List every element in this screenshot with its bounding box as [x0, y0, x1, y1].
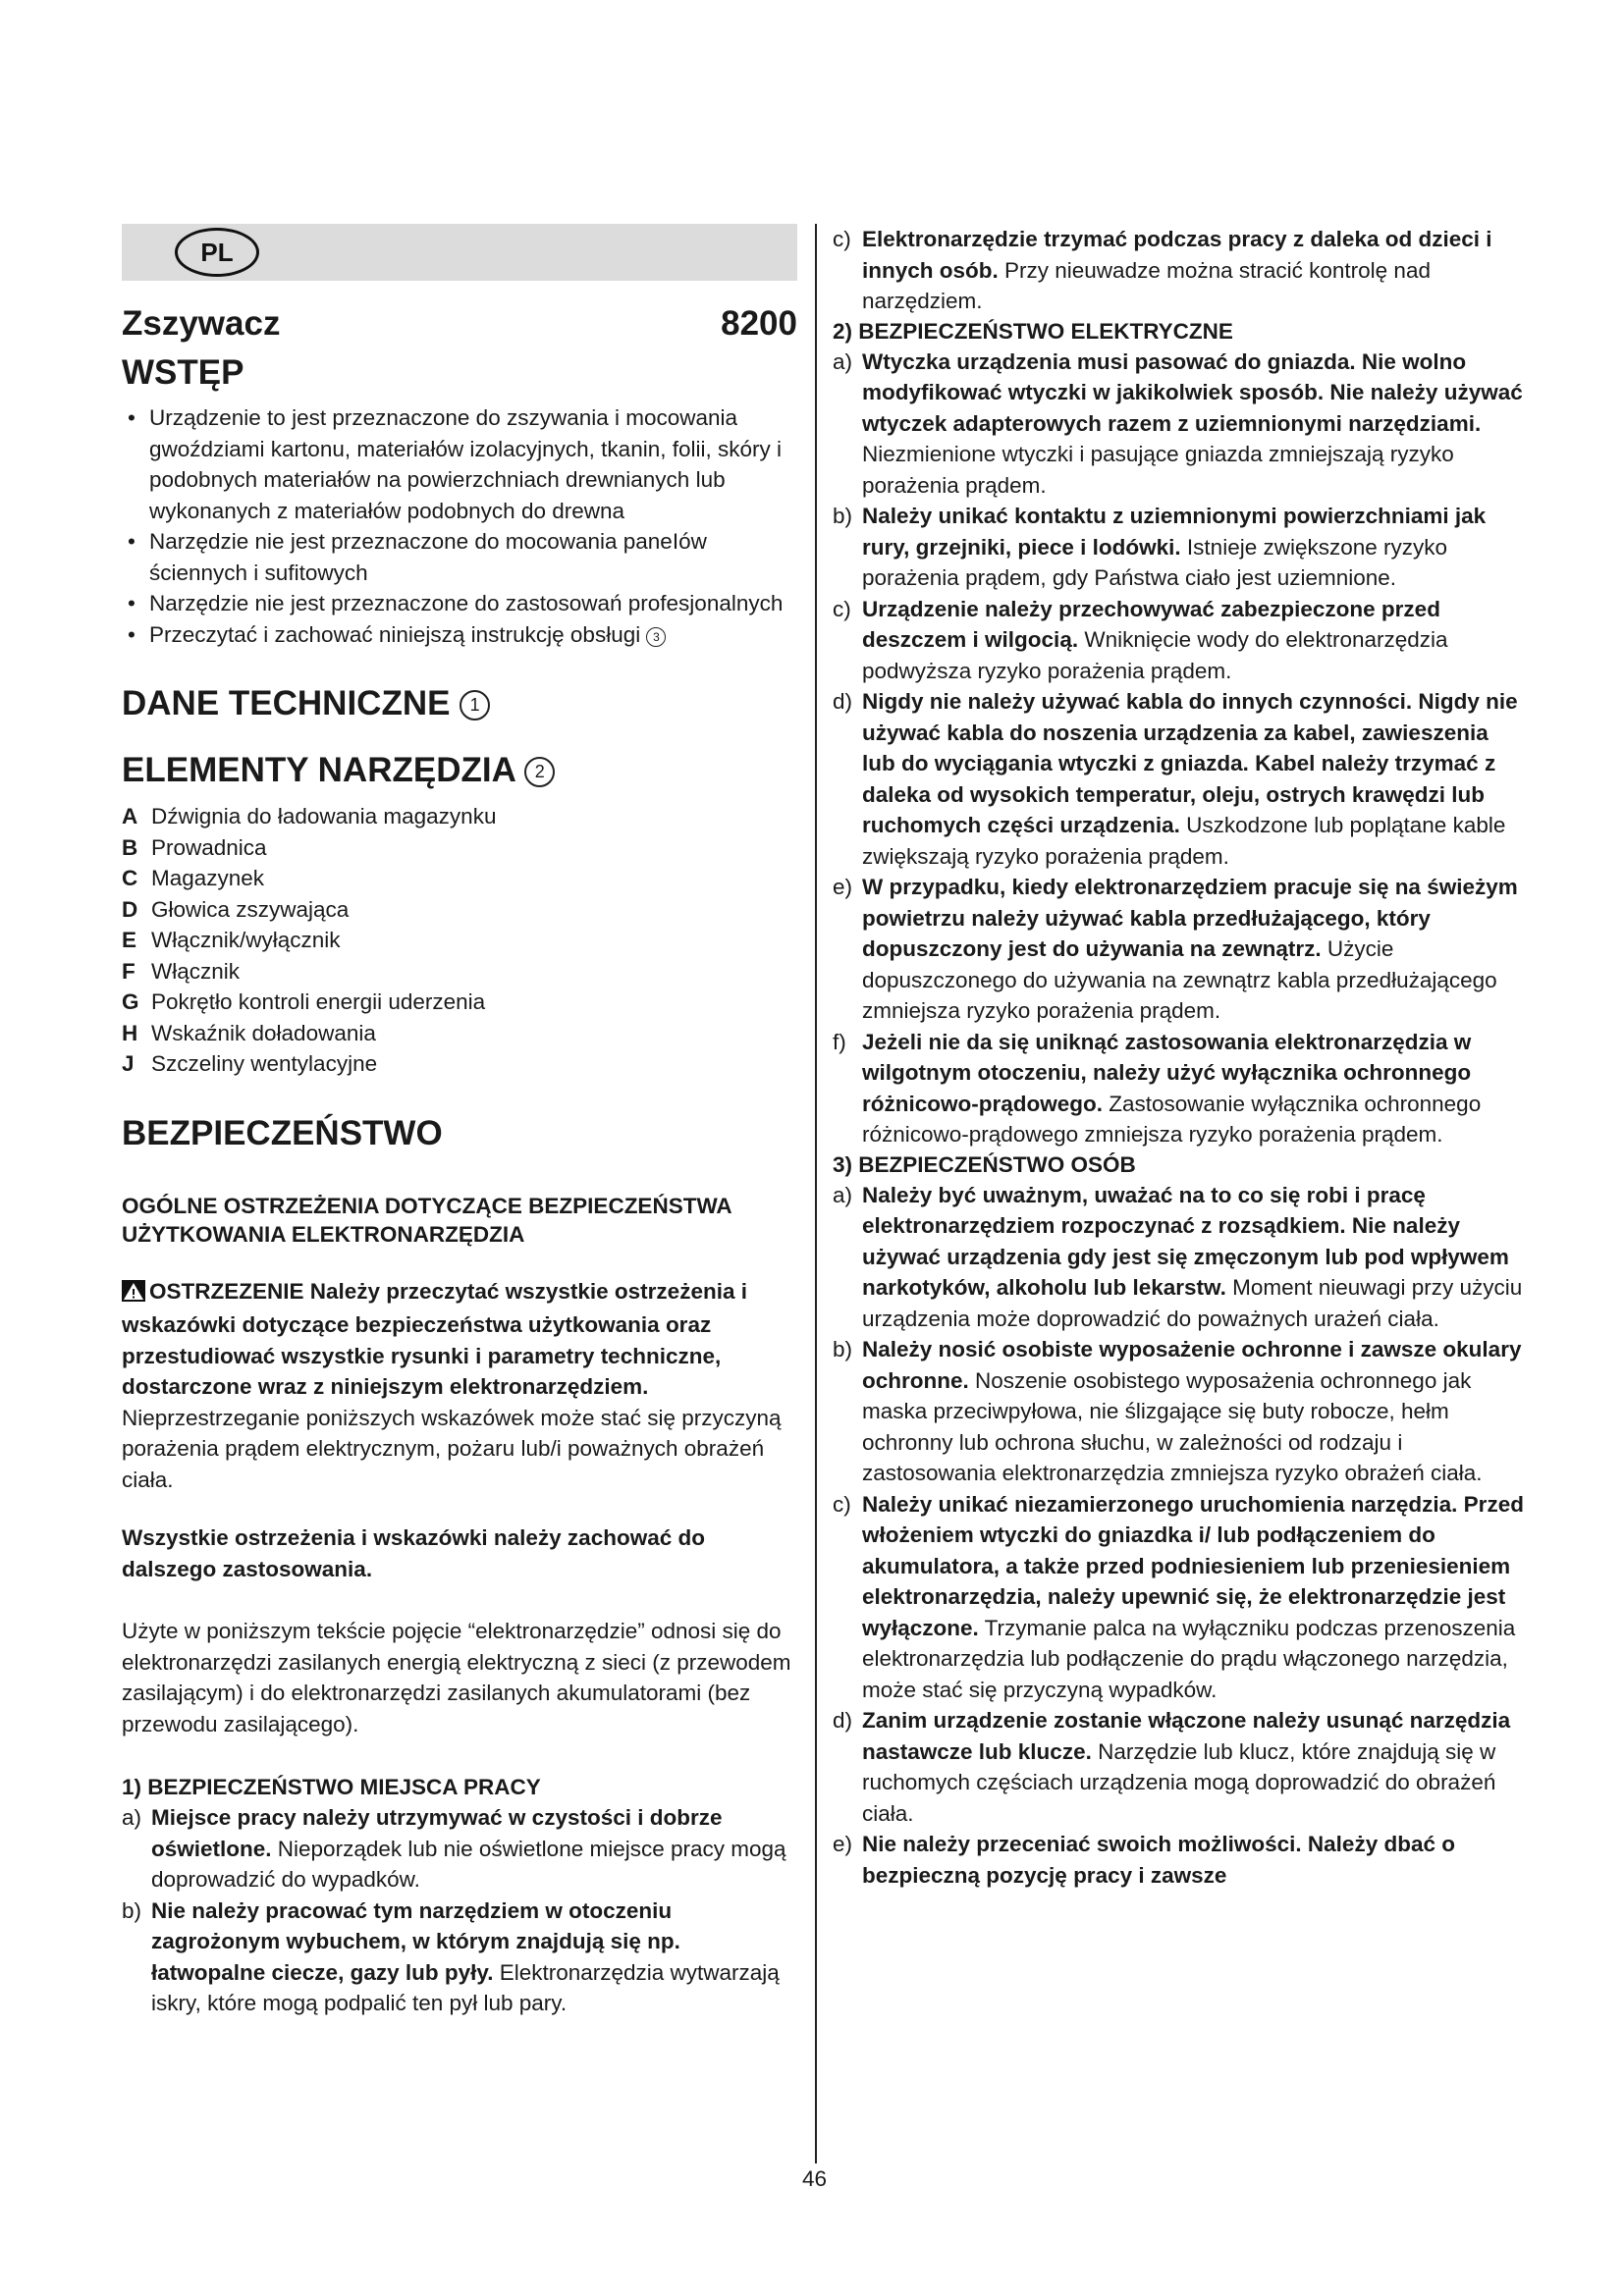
elements-heading: ELEMENTY NARZĘDZIA 2: [122, 746, 797, 795]
section-heading: 2) BEZPIECZEŃSTWO ELEKTRYCZNE: [833, 318, 1233, 344]
safety-item: b) Należy unikać kontaktu z uziemnionymi powierzchniami jak rury, grzejniki, piece i lodówki. Istnieje zwiększone ryzyko porażenia prądem, gdy Państwa ciało jest uziemnione.: [833, 504, 1487, 590]
part-item: J Szczeliny wentylacyjne: [122, 1051, 378, 1076]
part-item: F Włącznik: [122, 958, 241, 984]
left-column: [122, 224, 797, 2019]
product-title: Zszywacz: [122, 304, 281, 343]
language-bar: [122, 224, 797, 281]
product-title-row: [122, 304, 797, 344]
safety-subheading: OGÓLNE OSTRZEŻENIA DOTYCZĄCE BEZPIECZEŃSTWA UŻYTKOWANIA ELEKTRONARZĘDZIA: [122, 1193, 731, 1247]
part-item: E Włącznik/wyłącznik: [122, 928, 341, 952]
safety-item: b) Należy nosić osobiste wyposażenie ochronne i zawsze okulary ochronne. Noszenie osobistego wyposażenia ochronnego jak maska przeciwpyłowa, nie ślizgające się buty robocze, hełm ochronny lub ochrona słuchu, w zależności od rodzaju i zastosowania elektronarzędzia zmniejsza ryzyko obrażeń ciała.: [833, 1337, 1522, 1485]
safety-item: a) Wtyczka urządzenia musi pasować do gniazda. Nie wolno modyfikować wtyczki w jakikolwiek sposób. Nie należy używać wtyczek adapterowych razem z uziemnionymi narzędziami. Niezmienione wtyczki i pasujące gniazda zmniejszają ryzyko porażenia prądem.: [833, 348, 1523, 498]
intro-heading: WSTĘP: [122, 353, 244, 392]
safety-item: c) Należy unikać niezamierzonego uruchomienia narzędzia. Przed włożeniem wtyczki do gniazdka i/ lub podłączeniem do akumulatora, a także przed podniesieniem lub przeniesieniem elektronarzędzia, należy upewnić się, że elektronarzędzie jest wyłączone. Trzymanie palca na wyłączniku podczas przenoszenia elektronarzędzia lub podłączenie do prądu włączonego narzędzia, może stać się przyczyną wypadków.: [833, 1491, 1524, 1702]
part-item: H Wskaźnik doładowania: [122, 1020, 376, 1045]
section-heading: 1) BEZPIECZEŃSTWO MIEJSCA PRACY: [122, 1775, 541, 1799]
figure-ref-icon: 1: [460, 690, 490, 721]
part-item: B Prowadnica: [122, 834, 267, 860]
safety-item: d) Nigdy nie należy używać kabla do innych czynności. Nigdy nie używać kabla do noszenia urządzenia za kabel, zawieszenia lub do wyciągania wtyczki z gniazda. Kabel należy trzymać z daleka od wysokich temperatur, oleju, ostrych krawędzi lub ruchomych części urządzenia. Uszkodzone lub poplątane kable zwiększają ryzyko porażenia prądem.: [833, 689, 1518, 869]
safety-item: a) Należy być uważnym, uważać na to co się robi i pracę elektronarzędziem rozpoczynać z rozsądkiem. Nie należy używać urządzenia gdy jest się zmęczonym lub pod wpływem narkotyków, alkoholu lub lekarstw. Moment nieuwagi przy użyciu urządzenia może doprowadzić do poważnych urażeń ciała.: [833, 1182, 1523, 1331]
product-model: 8200: [721, 304, 797, 343]
column-divider: [815, 224, 817, 2163]
safety-item: b) Nie należy pracować tym narzędziem w otoczeniu zagrożonym wybuchem, w którym znajdują się np. łatwopalne ciecze, gazy lub pyły. Elektronarzędzia wytwarzają iskry, które mogą podpalić ten pył lub pary.: [122, 1897, 780, 2015]
intro-bullet: • Urządzenie to jest przeznaczone do zszywania i mocowania gwoździami kartonu, materiałów izolacyjnych, tkanin, folii, skóry i podobnych materiałów na powierzchniach drewnianych lub wykonanych z materiałów podobnych do drewna: [122, 402, 797, 526]
keep-note: Wszystkie ostrzeżenia i wskazówki należy zachować do dalszego zastosowania.: [122, 1525, 705, 1581]
part-item: D Głowica zszywająca: [122, 896, 350, 922]
intro-bullet: • Narzędzie nie jest przeznaczone do zastosowań profesjonalnych: [122, 588, 797, 619]
page-number: 46: [802, 2166, 828, 2191]
figure-ref-icon: 3: [646, 627, 666, 647]
warning-icon: [122, 1279, 145, 1310]
safety-item: c) Elektronarzędzie trzymać podczas pracy z daleka od dzieci i innych osób. Przy nieuwadze można stracić kontrolę nad narzędziem.: [833, 227, 1492, 313]
parts-list: [122, 801, 797, 1080]
safety-heading: BEZPIECZEŃSTWO: [122, 1113, 443, 1152]
safety-item: d) Zanim urządzenie zostanie włączone należy usunąć narzędzia nastawcze lub klucze. Narzędzie lub klucz, które znajdują się w ruchomych częściach urządzenia mogą doprowadzić do obrażeń ciała.: [833, 1708, 1511, 1826]
safety-item: f) Jeżeli nie da się uniknąć zastosowania elektronarzędzia w wilgotnym otoczeniu, należy użyć wyłącznika ochronnego różnicowo-prądowego. Zastosowanie wyłącznika ochronnego różnicowo-prądowego zmniejsza ryzyko porażenia prądem.: [833, 1029, 1482, 1147]
part-item: A Dźwignia do ładowania magazynku: [122, 804, 497, 828]
intro-bullet: • Narzędzie nie jest przeznaczone do mocowania paneIów ściennych i sufitowych: [122, 526, 797, 588]
safety-item: e) W przypadku, kiedy elektronarzędziem pracuje się na świeżym powietrzu należy używać kabla przedłużającego, który dopuszczony jest do używania na zewnątrz. Użycie dopuszczonego do używania na zewnątrz kabla przedłużającego zmniejsza ryzyko porażenia prądem.: [833, 875, 1518, 1023]
intro-bullet: • Przeczytać i zachować niniejszą instrukcję obsługi 3: [122, 619, 797, 651]
right-column: [833, 224, 1526, 1891]
tech-heading: DANE TECHNICZNE 1: [122, 679, 797, 728]
intro-bullets: [122, 402, 797, 650]
definition-paragraph: Użyte w poniższym tekście pojęcie “elektronarzędzie” odnosi się do elektronarzędzi zasilanych energią elektryczną z sieci (z przewodem zasilającym) i do elektronarzędzi zasilanych akumulatorami (bez przewodu zasilającego).: [122, 1619, 791, 1736]
safety-item: c) Urządzenie należy przechowywać zabezpieczone przed deszczem i wilgocią. Wniknięcie wody do elektronarzędzia podwyższa ryzyko porażenia prądem.: [833, 596, 1448, 683]
part-item: C Magazynek: [122, 866, 265, 890]
safety-item: a) Miejsce pracy należy utrzymywać w czystości i dobrze oświetlone. Nieporządek lub nie oświetlone miejsce pracy mogą doprowadzić do wypadków.: [122, 1805, 786, 1892]
section-heading: 3) BEZPIECZEŃSTWO OSÓB: [833, 1151, 1136, 1177]
language-badge: PL: [175, 228, 259, 277]
figure-ref-icon: 2: [524, 757, 555, 787]
safety-item: e) Nie należy przeceniać swoich możliwości. Należy dbać o bezpieczną pozycję pracy i zawsze: [833, 1832, 1455, 1888]
part-item: G Pokrętło kontroli energii uderzenia: [122, 989, 486, 1014]
warning-paragraph: OSTRZEZENIE Należy przeczytać wszystkie ostrzeżenia i wskazówki dotyczące bezpieczeństwa użytkowania oraz przestudiować wszystkie rysunki i parametry techniczne, dostarczone wraz z niniejszym elektronarzędziem. Nieprzestrzeganie poniższych wskazówek może stać się przyczyną porażenia prądem elektrycznym, pożaru lub/i poważnych obrażeń ciała.: [122, 1278, 782, 1492]
